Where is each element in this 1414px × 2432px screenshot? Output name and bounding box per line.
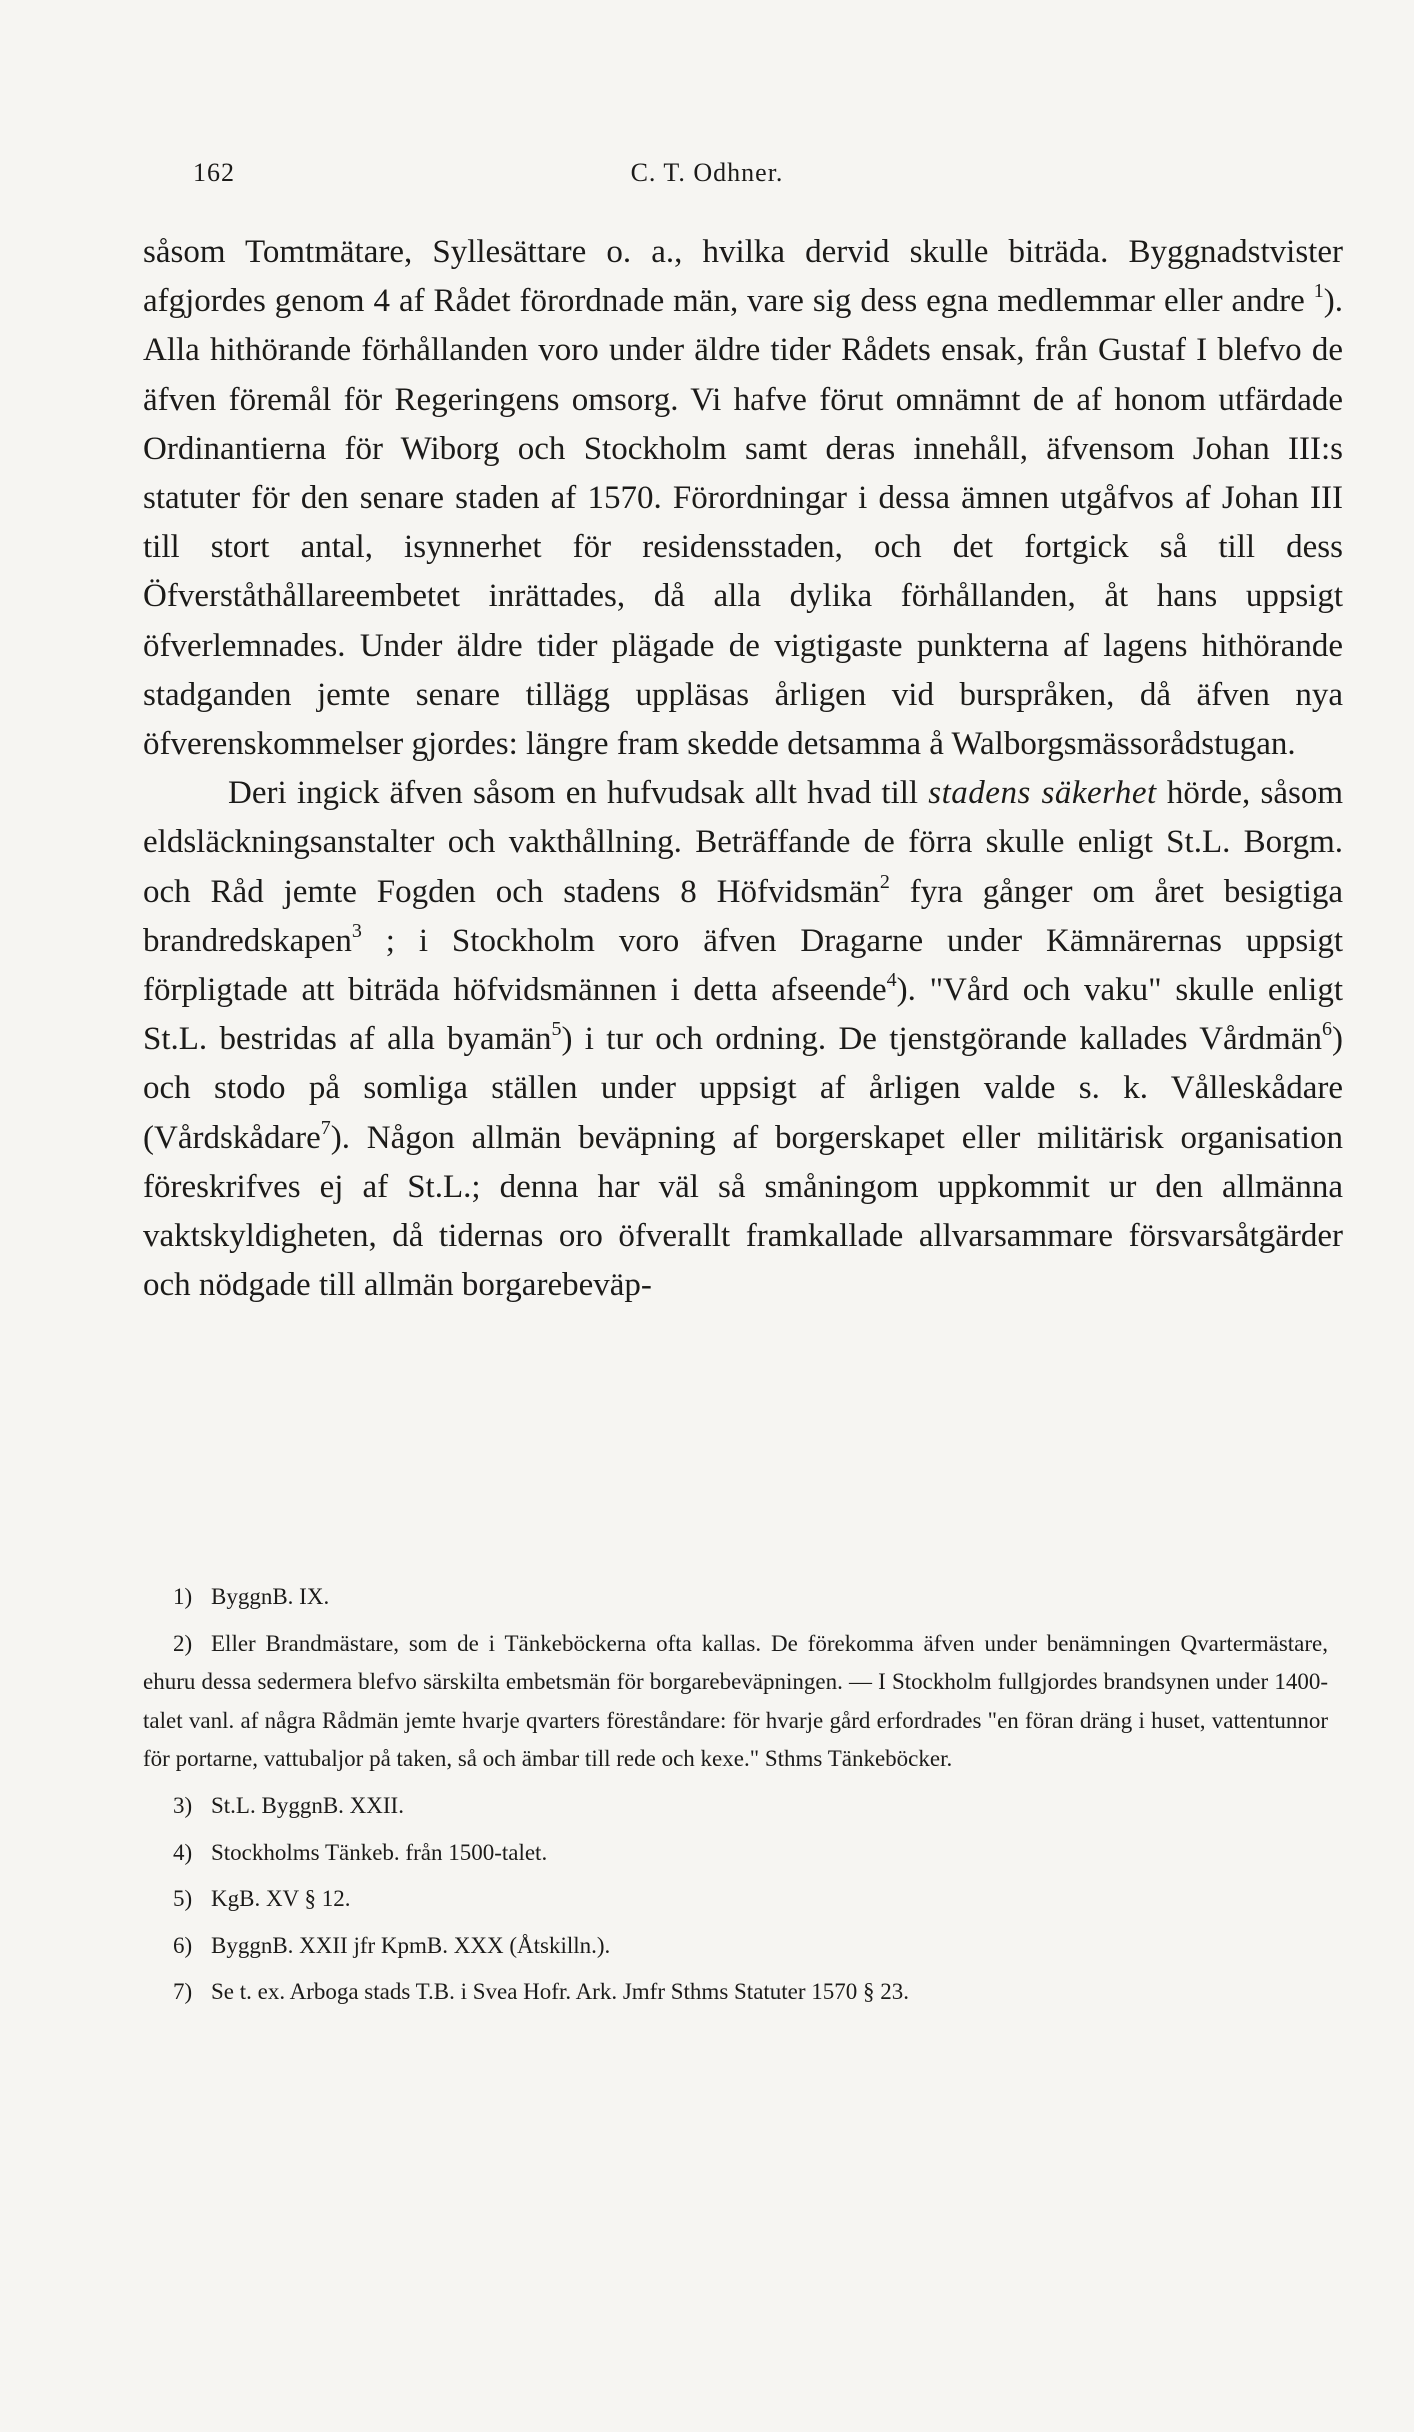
text-run: ). "Vård och vaku" skulle enligt St.L. bestridas af alla byamän [143, 972, 1343, 1058]
body-text [143, 228, 1343, 1310]
footnote [143, 1834, 1328, 1873]
page-number: 162 [193, 158, 235, 187]
footnote-ref: 6 [1322, 1018, 1332, 1041]
footnote [143, 1787, 1328, 1826]
text-run: ). Alla hithörande förhållanden voro under äldre tider Rådets ensak, från Gustaf I blefvo de äfven föremål för Regeringens omsorg. Vi hafve förut omnämnt de af honom utfärdade Ordinantierna för Wiborg och Stockholm samt deras innehåll, äfvensom Johan III:s statuter för den senare staden af 1570. Förordningar i dessa ämnen utgåfvos af Johan III till stort antal, isynnerhet för residensstaden, och det fortgick så till dess Öfverståthållareembetet inrättades, då alla dylika förhållanden, åt hans uppsigt öfverlemnades. Under äldre tider plägade de vigtigaste punkterna af lagens hithörande stadganden jemte senare tillägg uppläsas årligen vid burspråken, då äfven nya öfverenskommelser gjordes: längre fram skedde detsamma å Walborgsmässorådstugan. [143, 283, 1343, 763]
text-run: fyra gånger om året besigtiga brandredskapen [143, 873, 1344, 959]
paragraph [143, 769, 1343, 1310]
footnote-text: Stockholms Tänkeb. från 1500-talet. [211, 1839, 548, 1865]
footnote-number: 3) [173, 1792, 193, 1818]
footnote-number: 5) [173, 1886, 193, 1912]
text-run: såsom Tomtmätare, Syllesättare o. a., hvilka dervid skulle biträda. Byggnadstvister afgjordes genom 4 af Rådet förordnade män, vare sig dess egna medlemmar eller andre [143, 234, 1343, 320]
text-run: ; i Stockholm voro äfven Dragarne under Kämnärernas uppsigt förpligtade att biträda höfvidsmännen i detta afseende [143, 922, 1343, 1009]
footnote-number: 6) [173, 1932, 193, 1958]
footnote-ref: 3 [351, 919, 362, 942]
text-run: ) och stodo på somliga ställen under uppsigt af årligen valde s. k. Vålleskådare (Vårdskådare [143, 1021, 1343, 1156]
footnote-text: ByggnB. XXII jfr KpmB. XXX (Åtskilln.). [211, 1932, 611, 1958]
footnote-text: ByggnB. IX. [211, 1584, 330, 1609]
emphasis-text: stadens säkerhet [928, 775, 1157, 812]
footnote-ref: 7 [320, 1116, 331, 1139]
paragraph [143, 228, 1343, 769]
footnote-text: Eller Brandmästare, som de i Tänkeböckerna ofta kallas. De förekomma äfven under benämningen Qvartermästare, ehuru dessa sedermera blefvo särskilta embetsmän för borgarebeväpningen. — I Stockholm fullgjordes brandsynen under 1400-talet vanl. af några Rådmän jemte hvarje qvarters föreståndare: för hvarje gård erfordrades "en föran dräng i huset, vattentunnor för portarne, vattubaljor på taken, så och ämbar till rede och kexe." Sthms Tänkeböcker. [143, 1630, 1328, 1772]
text-run: hörde, såsom eldsläckningsanstalter och vakthållning. Beträffande de förra skulle enligt St.L. Borgm. och Råd jemte Fogden och stadens 8 Höfvidsmän [143, 775, 1343, 910]
footnote-text: Se t. ex. Arboga stads T.B. i Svea Hofr. Ark. Jmfr Sthms Statuter 1570 § 23. [211, 1979, 910, 2005]
footnotes [143, 1578, 1328, 2020]
text-run: Deri ingick äfven såsom en hufvudsak allt hvad till [228, 775, 929, 812]
footnote-number: 1) [173, 1584, 193, 1609]
footnote-text: St.L. ByggnB. XXII. [211, 1792, 404, 1818]
footnote [143, 1927, 1328, 1966]
text-run: ) i tur och ordning. De tjenstgörande kallades Vårdmän [561, 1021, 1322, 1058]
text-run: ). Någon allmän beväpning af borgerskapet eller militärisk organisation föreskrifves ej af St.L.; denna har väl så småningom uppkommit ur den allmänna vaktskyldigheten, då tidernas oro öfverallt framkallade allvarsammare försvarsåtgärder och nödgade till allmän borgarebeväp- [143, 1119, 1343, 1304]
footnote [143, 1578, 1328, 1617]
footnote-ref: 1 [1313, 280, 1324, 303]
running-head: C. T. Odhner. [630, 158, 784, 187]
footnote [143, 1880, 1328, 1919]
page-header [0, 158, 1414, 198]
footnote-ref: 2 [879, 870, 890, 893]
footnote [143, 1973, 1328, 2012]
footnote-text: KgB. XV § 12. [211, 1886, 351, 1912]
footnote-number: 2) [173, 1630, 193, 1656]
footnote-number: 7) [173, 1979, 193, 2005]
footnote [143, 1625, 1328, 1779]
footnote-ref: 5 [551, 1018, 562, 1041]
footnote-number: 4) [173, 1839, 193, 1865]
footnote-ref: 4 [886, 969, 897, 992]
